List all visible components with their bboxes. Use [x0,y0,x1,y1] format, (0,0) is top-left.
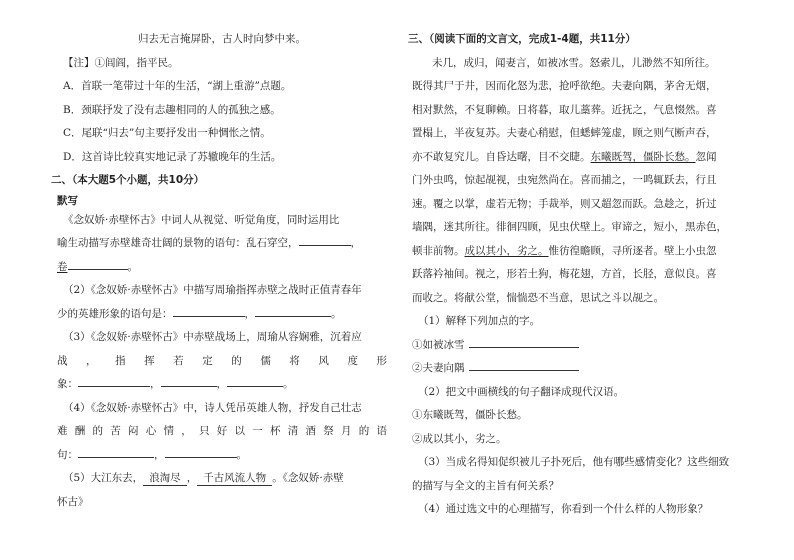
q1-line2 [57,232,387,256]
q1-text: 《念奴娇·赤壁怀古》中词人从视觉、听觉角度，同时运用比 [63,213,340,226]
r-q2a: ①东曦既驾，僵卧长愁。 [412,409,528,421]
q5-comma: ， [186,472,198,484]
q4-line1: （4）《念奴娇·赤壁怀古》中，诗人凭吊英雄人物，抒发自己壮志 [63,401,362,414]
passage-line: 既得其尸于井，因而化怒为悲，抢呼欲绝。夫妻向隅，茅舍无烟， [412,80,717,92]
q1-text-2: 喻生动描写赤壁雄奇壮阔的景物的语句：乱石穿空， [57,237,299,249]
q5-text: （5）大江东去， [63,472,144,484]
q2-comma: ， [244,307,255,320]
q4-comma: ， [154,448,165,461]
poem-line: 归去无言掩屏卧，古人时向梦中来。 [138,33,306,45]
left-column [51,28,387,514]
q3-line1: （3）《念奴娇·赤壁怀古》中赤壁战场上，周瑜从容娴雅，沉着应 [63,331,362,343]
q4-line2: 难酬的苦闷心情，只好以一杯清酒祭月的语 [57,425,387,437]
answer-blank[interactable] [227,374,283,387]
q5-fill-2: 千古风流人物 [197,471,272,486]
q5-source: 。《念奴娇·赤壁 [272,472,344,484]
r-q1a-text: ①如被冰雪 [412,338,465,351]
q2-period: 。 [331,307,342,320]
answer-blank[interactable] [469,335,579,348]
r-q1b [412,357,750,381]
passage-line: 而收之。将献公堂，惴惴恐不当意，思试之斗以觇之。 [412,291,664,304]
passage-line: 相对默然，不复聊赖。日将暮，取儿藁葬。近抚之，气息惙然。喜 [412,103,717,116]
q4-period: 。 [236,448,247,461]
answer-blank[interactable] [165,445,237,458]
q5-line2: 怀古》 [57,495,89,508]
section-2-subtitle: 默写 [57,194,78,207]
q5-fill-1: 浪淘尽 [143,471,187,486]
option-b: B．颈联抒发了没有志趣相同的人的孤独之感。 [63,103,281,116]
option-d: D．这首诗比较真实地记录了苏辙晚年的生活。 [63,150,282,163]
r-q1: （1）解释下列加点的字。 [418,315,541,327]
passage-line: 置榻上，半夜复苏。夫妻心稍慰，但蟋蟀笼虚，顾之则气断声吞， [412,127,717,139]
q2-line2 [57,303,387,327]
r-q3b: 的描写与全文的主旨有何关系？ [412,479,559,492]
passage-line [412,146,750,170]
r-q2: （2）把文中画横线的句子翻译成现代汉语。 [418,385,625,398]
q1-comma: ， [350,237,361,249]
poem-note: 【注】①闾阎，指平民。 [63,56,179,69]
passage-line: 速。覆之以掌，虚若无物；手裁举，则又超忽而跃。急趁之，折过 [412,197,717,210]
answer-blank[interactable] [161,374,217,387]
q3-comma: ， [150,378,161,390]
r-q1b-text: ②夫妻向隅 [412,362,465,374]
q2-line1: （2）《念奴娇·赤壁怀古》中描写周瑜指挥赤壁之战时正值青春年 [63,284,362,296]
q3-line3 [57,373,387,397]
q1-line3 [57,256,387,280]
r-q3a: （3）当成名得知促织被儿子扑死后，他有哪些感情变化？这些细致 [418,456,730,468]
q1-juan: 卷 [57,260,68,273]
q3-period: 。 [283,378,294,390]
answer-blank[interactable] [299,233,351,246]
answer-blank[interactable] [78,374,150,387]
passage-line: 墙隅，迷其所往。徘徊四顾，见虫伏壁上。审谛之，短小，黑赤色， [412,221,727,233]
q3-line2: 战，指挥若定的儒将风度形 [57,354,387,367]
section-3-title: 三、（阅读下面的文言文，完成1-4题，共11分） [408,33,636,45]
passage-line: 未几，成归，闻妻言，如被冰雪。怒索儿，儿渺然不知所往。 [432,56,716,69]
underlined-sentence-1: 东曦既驾，僵卧长愁。 [590,150,696,163]
q1-period: 。 [127,260,138,273]
option-c: C．尾联“归去”句主要抒发出一种惆怅之情。 [63,127,271,139]
answer-blank[interactable] [78,445,154,458]
q2-text: 少的英雄形象的语句是： [57,307,173,320]
passage-text: 亦不敢复究儿。自昏达曙，目不交睫。 [412,150,591,163]
passage-line: 门外虫鸣，惊起觇视，虫宛然尚在。喜而捕之，一鸣辄跃去，行且 [412,174,717,186]
passage-text: 顿非前物。 [412,244,465,257]
q1-line1 [57,209,387,233]
underlined-sentence-2: 成以其小，劣之。 [464,244,549,257]
q5-line1 [57,467,387,491]
r-q4: （4）通过选文中的心理描写，你看到一个什么样的人物形象？ [418,503,709,515]
q3-text: 象： [57,378,78,390]
answer-blank[interactable] [173,304,245,317]
passage-text: 忽闻 [695,150,717,163]
right-column [408,28,750,522]
answer-blank[interactable] [68,257,128,270]
q3-comma-2: ， [216,378,227,390]
option-a: A．首联一笔带过十年的生活，“湖上重游”点题。 [63,80,292,92]
q4-line3 [57,444,387,468]
r-q1a [412,334,750,358]
answer-blank[interactable] [255,304,331,317]
passage-line: 跃落衿袖间。视之，形若土狗，梅花翅，方首，长胫，意似良。喜 [412,268,717,280]
passage-line [412,240,750,264]
passage-text: 惟彷徨瞻顾，寻所逐者。壁上小虫忽 [548,244,717,257]
answer-blank[interactable] [469,358,579,371]
section-2-title: 二、（本大题5个小题，共10分） [51,174,205,186]
q4-text: 句： [57,448,78,461]
r-q2b: ②成以其小，劣之。 [412,432,507,445]
